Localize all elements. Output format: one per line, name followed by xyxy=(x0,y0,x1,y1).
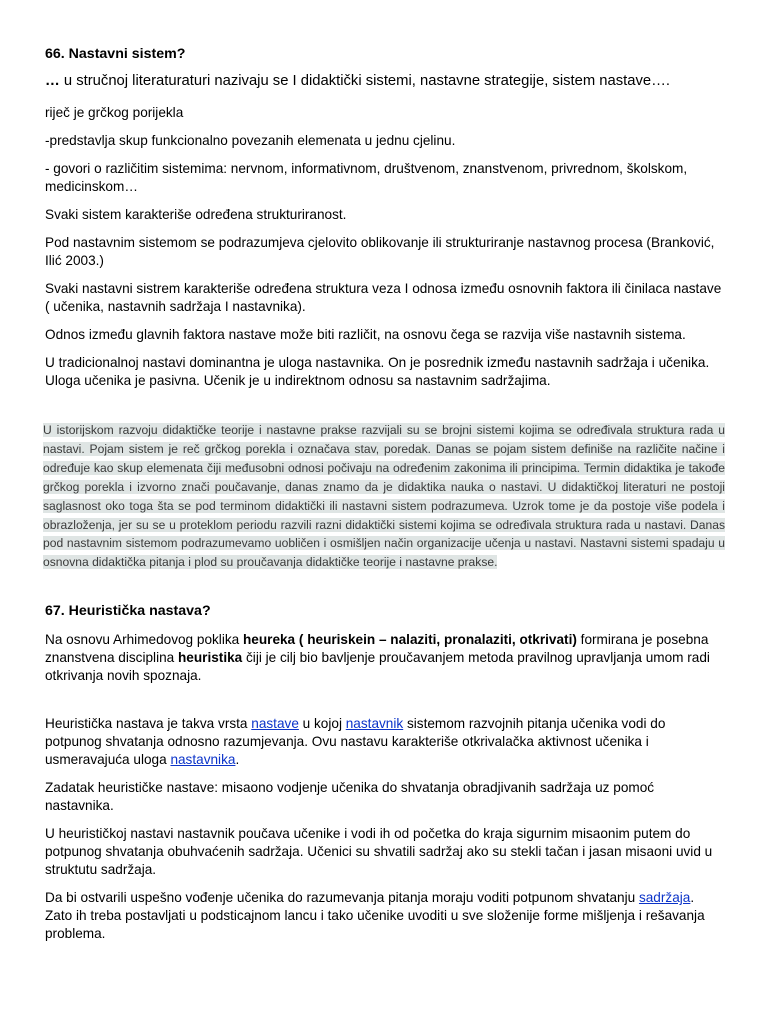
paragraph: U tradicionalnoj nastavi dominantna je uloga nastavnika. On je posrednik između nastavnih sadržaja i učenika. Uloga učenika je pasivna. Učenik je u indirektnom odnosu sa nastavnim sadržajima. xyxy=(45,355,710,388)
intro-bold-term: heuristika xyxy=(178,650,243,666)
paragraph: Pod nastavnim sistemom se podrazumjeva cjelovito oblikovanje ili strukturiranje nastavnog procesa (Branković, Ilić 2003.) xyxy=(45,235,715,268)
link-nastavnik[interactable]: nastavnik xyxy=(345,716,404,732)
link-nastavnika[interactable]: nastavnika xyxy=(170,752,236,768)
paragraph: Svaki sistem karakteriše određena strukturiranost. xyxy=(45,207,347,222)
paragraph: Svaki nastavni sistrem karakteriše određena struktura veza I odnosa između osnovnih faktora ili činilaca nastave ( učenika, nastavnih sadržaja I nastavnika). xyxy=(45,281,722,314)
lead-text: u stručnoj literaturaturi nazivaju se I didaktički sistemi, nastavne strategije, sistem nastave…. xyxy=(59,73,671,89)
definition-text: Heuristička nastava je takva vrsta xyxy=(45,716,252,732)
definition-paragraph xyxy=(45,715,725,769)
link-nastave[interactable]: nastave xyxy=(251,716,299,732)
intro-text: čiji je cilj bio bavljenje proučavanjem metoda pravilnog upravljanja umom radi otkrivanja novih spoznaja. xyxy=(45,650,710,684)
last-text: Da bi ostvarili uspešno vođenje učenika do razumevanja pitanja moraju voditi potpunom shvatanju xyxy=(45,890,639,906)
definition-text: sistemom razvojnih pitanja učenika vodi do potpunog shvatanja odnosno razumjevanja. Ovu nastavu karakteriše otkrivalačka aktivnost učenika i usmeravajuća uloga xyxy=(45,716,666,768)
paragraph: riječ je grčkog porijekla xyxy=(45,105,184,120)
document-page xyxy=(45,44,725,943)
intro-text: Na osnovu Arhimedovog poklika xyxy=(45,632,243,648)
intro-text: formirana je posebna znanstvena disciplina xyxy=(45,632,709,666)
paragraph: Odnos između glavnih faktora nastave može biti različit, na osnovu čega se razvija više nastavnih sistema. xyxy=(45,327,686,342)
teacher-paragraph: U heurističkoj nastavi nastavnik poučava učenike i vodi ih od početka do kraja sigurnim misaonim putem do potpunog shvatanja obuhvaćenih sadržaja. Učenici su shvatili sadržaj ako su stekli tačan i jasan misaoni uvid u struktutu sadržaja. xyxy=(45,826,713,878)
intro-bold-term: heureka ( heuriskein – nalaziti, pronalaziti, otkrivati) xyxy=(242,632,577,648)
heading-67: 67. Heuristička nastava? xyxy=(45,603,211,620)
heading-66: 66. Nastavni sistem? xyxy=(45,46,186,62)
last-paragraph xyxy=(45,889,725,943)
lead-ellipsis: … xyxy=(45,73,60,89)
link-sadrzaja[interactable]: sadržaja xyxy=(638,890,691,906)
paragraph: -predstavlja skup funkcionalno povezanih elemenata u jednu cjelinu. xyxy=(45,133,456,148)
lead-paragraph xyxy=(45,71,725,91)
definition-text: u kojoj xyxy=(298,716,346,732)
last-text: . Zato ih treba postavljati u podsticajnom lancu i tako učenike uvoditi u sve složenije forme mišljenja i rešavanja problema. xyxy=(45,890,705,942)
paragraph: - govori o različitim sistemima: nervnom, informativnom, društvenom, znanstvenom, privrednom, školskom, medicinskom… xyxy=(45,161,688,194)
intro-paragraph xyxy=(45,631,725,685)
highlighted-excerpt xyxy=(43,421,725,572)
task-paragraph: Zadatak heurističke nastave: misaono vodjenje učenika do shvatanja obradjivanih sadržaja uz pomoć nastavnika. xyxy=(45,780,655,814)
spacer xyxy=(45,685,725,705)
highlighted-text: U istorijskom razvoju didaktičke teorije i nastavne prakse razvijali su se brojni sistemi kojima se određivala struktura rada u nastavi. Pojam sistem je reč grčkog porekla i označava stav, poredak. Danas se pojam sistem definiše na različite načine i određuje kao skup elemenata čiji međusobni odnosi počivaju na određenim zakonima ili principima. Termin didaktika je takođe grčkog porekla i izvorno znači poučavanje, danas znamo da je didaktika nauka o nastavi. U didaktičkoj literaturi ne postoji saglasnost oko toga šta se pod terminom didaktički ili nastavni sistem podrazumeva. Uzrok tome je da postoje više podela i obrazloženja, jer su se u proteklom periodu razvili razni didaktički sistemi kojima se određivala struktura rada u nastavi. Danas pod nastavnim sistemom podrazumevamo uobličen i osmišljen način organizacije učenja u nastavi. Nastavni sistemi spadaju u osnovna didaktička pitanja i plod su proučavanja didaktičke teorije i nastavne prakse. xyxy=(43,423,725,570)
definition-text: . xyxy=(235,752,240,768)
